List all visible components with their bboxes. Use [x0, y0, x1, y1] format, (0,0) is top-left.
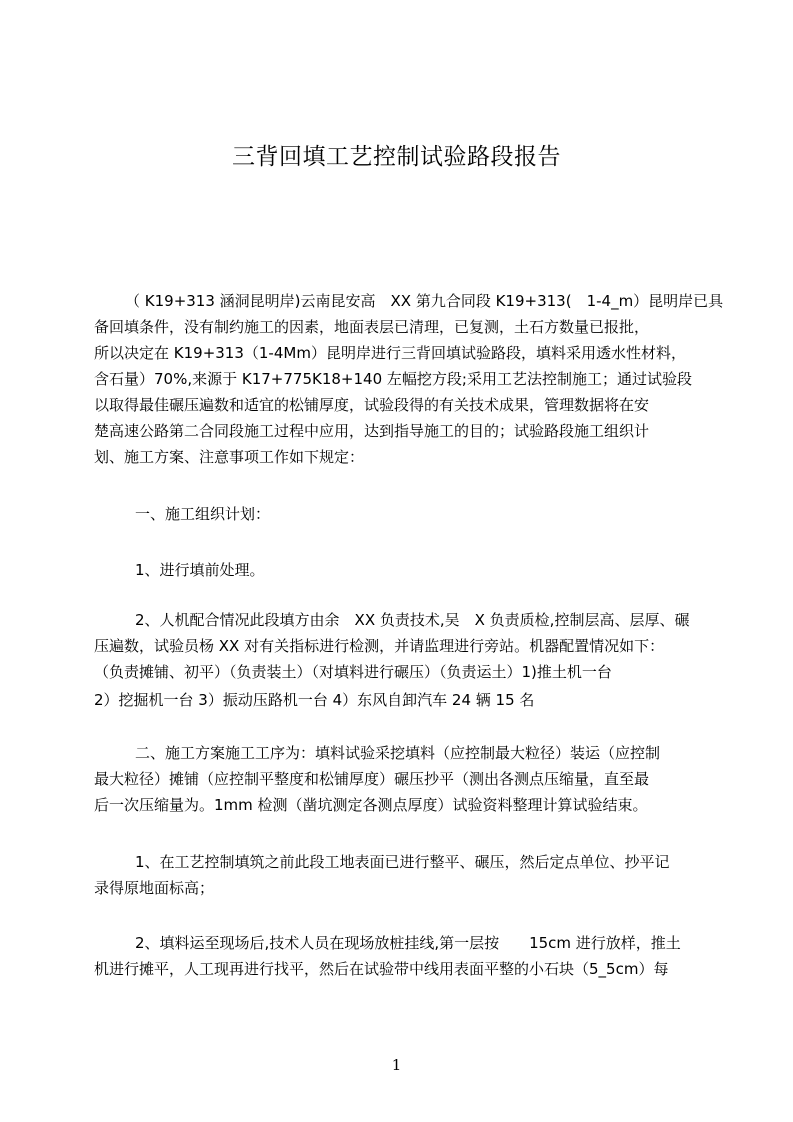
paragraph-line: 后一次压缩量为。1mm 检测（凿坑测定各测点厚度）试验资料整理计算试验结束。	[94, 796, 648, 814]
paragraph-line: 以取得最佳碾压遍数和适宜的松铺厚度，试验段得的有关技术成果，管理数据将在安	[94, 396, 650, 414]
paragraph-line: 楚高速公路第二合同段施工过程中应用，达到指导施工的目的；试验路段施工组织计	[94, 422, 650, 440]
paragraph-line: 最大粒径）摊铺（应控制平整度和松铺厚度）碾压抄平（测出各测点压缩量，直至最	[94, 770, 650, 788]
paragraph-line: 二、施工方案施工工序为：填料试验采挖填料（应控制最大粒径）装运（应控制	[135, 744, 661, 762]
paragraph-line: 录得原地面标高；	[94, 879, 215, 897]
page-title: 三背回填工艺控制试验路段报告	[232, 144, 561, 170]
page-number: 1	[391, 1056, 402, 1074]
paragraph-line: 含石量）70%,来源于 K17+775K18+140 左幅挖方段;采用工艺法控制施工；通过试验段	[94, 370, 692, 388]
section-heading: 一、施工组织计划：	[135, 505, 271, 523]
paragraph-line: 压遍数，试验员杨 XX 对有关指标进行检测，并请监理进行旁站。机器配置情况如下：	[94, 637, 665, 655]
paragraph-line: （负责摊铺、初平）（负责装土）（对填料进行碾压）（负责运土）1)推土机一台	[94, 663, 612, 681]
paragraph-line: 机进行摊平，人工现再进行找平，然后在试验带中线用表面平整的小石块（5_5cm）每	[94, 960, 669, 978]
paragraph-line: 备回填条件，没有制约施工的因素，地面表层已清理，已复测，土石方数量已报批，	[94, 318, 650, 336]
paragraph-line: 所以决定在 K19+313（1-4Mm）昆明岸进行三背回填试验路段，填料采用透水性材料，	[94, 344, 686, 362]
paragraph-line: 2、人机配合情况此段填方由余 XX 负责技术,吴 X 负责质检,控制层高、层厚、碾	[135, 611, 690, 629]
list-item: 1、进行填前处理。	[135, 561, 265, 579]
paragraph-line: 2、填料运至现场后,技术人员在现场放桩挂线,第一层按 15cm 进行放样，推土	[135, 934, 681, 952]
paragraph-line: 2）挖掘机一台 3）振动压路机一台 4）东风自卸汽车 24 辆 15 名	[94, 691, 535, 709]
paragraph-line: 1、在工艺控制填筑之前此段工地表面已进行整平、碾压，然后定点单位、抄平记	[135, 853, 670, 871]
paragraph-line: （ K19+313 涵洞昆明岸)云南昆安高 XX 第九合同段 K19+313( 1-4_m）昆明岸已具	[125, 292, 724, 310]
paragraph-line: 划、施工方案、注意事项工作如下规定：	[94, 448, 365, 466]
